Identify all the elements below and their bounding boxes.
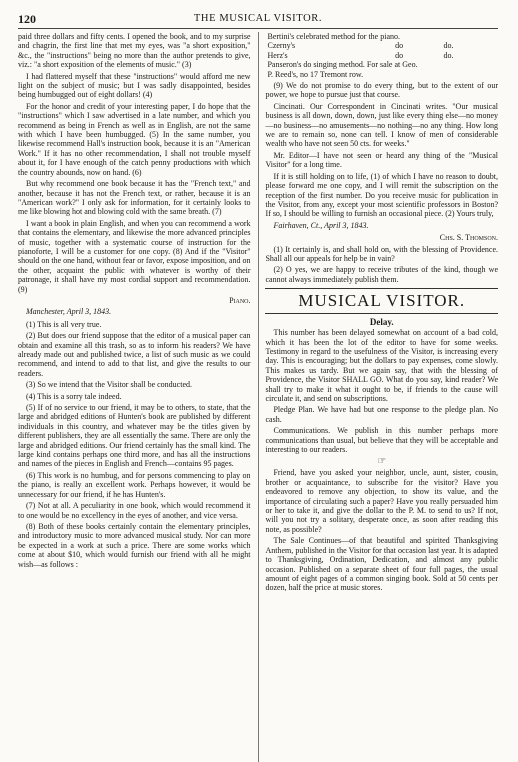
sale-paragraph: The Sale Continues—of that beautiful and spirited Thanksgiving Anthem, published in the Visitor for that occasion last year. It is adapted to Thanksgiving, Ordination, Dedication, and almost any public occasion. Published on a separate sheet of four full pages, the usual amount of eight pages of a common singing book. Sold at 50 cents per dozen, half the price at music stores. xyxy=(265,536,498,593)
editor-note: (8) Both of these books certainly contain the elementary principles, and introductory music to more advanced musical study. Nor can more be expected in a work at such a price. There are some works which come at about $10, which would furnish our friend with all he might wish—as follows : xyxy=(18,521,251,569)
editor-note: (1) This is all very true. xyxy=(26,319,102,329)
editor-note: (2) But does our friend suppose that the editor of a musical paper can obtain and examine all this trash, so as to inform his readers? We have already made out and published twice, a list of such music as we could recommend, and intend to add to that list, and give the results to our readers. xyxy=(18,331,251,378)
masthead: MUSICAL VISITOR. xyxy=(265,288,498,314)
method-list xyxy=(265,32,498,79)
columns xyxy=(18,32,498,762)
pledge-item: Pledge Plan. We have had but one response to the pledge plan. No cash. xyxy=(265,405,498,424)
editor-note: (7) Not at all. A peculiarity in one book, which would recommend it to one would be no excellency in the eyes of another, and vice versa. xyxy=(18,501,251,520)
friend-paragraph: Friend, have you asked your neighbor, uncle, aunt, sister, cousin, brother or acquaintance, to subscribe for the visitor? Have you endeavored to remove any objection, to show its value, and the importance of circulating such a paper? Have you really persuaded him or her to take it, and give the dollar to the P. M. to send to us? If not, will you not try a solitary, desperate once, as soon after reading this note, as possible? xyxy=(265,468,498,534)
editor-note: (5) If of no service to our friend, it may be to others, to state, that the large and abridged editions of Hunten's book are published by different individuals in this country, and whatever may be the titles given by different publishers, they are all essentially the same. There are only the large and abridged editions. Our friend certainly has the small kind. The large kind contains perhaps one third more, and has all the instructions and names of the pieces in English and French—contains 95 pages. xyxy=(18,403,251,469)
table-row: Herz's do do. xyxy=(267,50,454,60)
editor-note: (4) This is a sorry tale indeed. xyxy=(26,391,122,401)
page-number: 120 xyxy=(18,12,36,26)
editor-note: (6) This work is no humbug, and for persons commencing to play on the piano, is really an excellent work. Perhaps however, it would be unnecessary for our friend, if he has Hunten's. xyxy=(18,470,251,499)
editor-note: (2) O yes, we are happy to receive tributes of the kind, though we cannot always immediately publish them. xyxy=(265,265,498,284)
letter-paragraph: I want a book in plain English, and when you can recommend a work that contains the elementary, and likewise the more advanced principles of music, together with a systematic course of instruction for the pianoforte, I will be a customer for one copy. (8) And if the "Visitor" should on the one hand, without fear or favor, expose imposition, and on the other, acquaint the public with whatever is worthy of their patronage, it shall have my most cordial support and recommendation. (9) xyxy=(18,218,251,294)
table-row: P. Reed's, no 17 Tremont row. xyxy=(267,69,364,79)
editor-note: (3) So we intend that the Visitor shall be conducted. xyxy=(26,380,193,390)
table-row: Czerny's do do. xyxy=(267,41,454,51)
letter-signature: Chs. S. Thomson. xyxy=(439,233,498,243)
communications-item: Communications. We publish in this number perhaps more communications than usual, but believe that they will be acceptable and interesting to our readers. xyxy=(265,426,498,455)
right-column xyxy=(265,32,498,762)
left-column xyxy=(18,32,251,762)
letter-paragraph: I had flattered myself that these "instructions" would afford me new light on the subject of music; but I was sadly disappointed, besides being humbugged out of eight dollars! (4) xyxy=(18,71,251,100)
pointing-hand-icon: ☞ xyxy=(377,456,387,468)
letter-paragraph: For the honor and credit of your interesting paper, I do hope that the "instructions" which I saw advertised in a late number, and which you recommend as being in French as well as in English, are not the same with which I have been humbugged. (5) In the same number, you likewise recommend Hall's instruction book, because it is an "American Work." If it has no other recommendation, I shall not trouble myself about it, for I have enough of the catch penny productions with which the country abounds, now on hand. (6) xyxy=(18,101,251,177)
letter-place-date: Manchester, April 3, 1843. xyxy=(26,307,112,317)
editor-note: (1) It certainly is, and shall hold on, with the blessing of Providence. Shall all our appeals for help be in vain? xyxy=(265,244,498,263)
column-divider xyxy=(258,32,259,762)
letter-paragraph: Mr. Editor—I have not seen or heard any thing of the "Musical Visitor" for a long time. xyxy=(265,150,498,170)
delay-paragraph: This number has been delayed somewhat on account of a bad cold, which it has been the lot of the editor to have for some weeks. Testimony in regard to the usefulness of the Visitor, is increasing every day. This is encouraging; but the dollars to pay expenses, come slowly. This makes us tardy. But we again say, that with the blessing of Providence, the Visitor SHALL GO. What do you say, kind reader? We shall try to make it what it ought to be, if friends to the cause will circulate it, and send on subscriptions. xyxy=(265,328,498,403)
running-title: THE MUSICAL VISITOR. xyxy=(193,13,323,24)
letter-paragraph: paid three dollars and fifty cents. I opened the book, and to my surprise and chagrin, the first line that met my eyes, was "a short exposition," &c., the "instructions" being no more than the author pretends to give, viz.: "a short exposition of the elements of music." (3) xyxy=(18,32,251,70)
page-header xyxy=(18,10,498,29)
letter-paragraph: But why recommend one book because it has the "French text," and another, because it has not the French text, or rather, because it is an "American work?" I only ask for information, for it certainly looks to me like blowing hot and blowing cold with the same breath. (7) xyxy=(18,179,251,217)
letter-signature: Piano. xyxy=(229,295,251,305)
section-heading: Delay. xyxy=(369,317,394,328)
letter-paragraph: If it is still holding on to life, (1) of which I have no reason to doubt, please forward me one copy, and I will remit the subscription on the reception of the first number. Do you receive music for publication in the Visitor, from any, except your most scientific professors in Boston? If so, I should be willing to furnish an occasional piece. (2) Yours truly, xyxy=(265,171,498,219)
table-row: Panseron's do singing method. For sale at Geo. xyxy=(267,60,418,70)
table-row: Bertini's celebrated method for the piano. xyxy=(267,32,400,41)
cincinati-item: Cincinati. Our Correspondent in Cincinati writes. "Our musical business is all down, down, down, just like every thing else—no money—no business—no amusements—no nothing—no any thing. How long we are to remain so, none can tell. I know of men of considerable wealth who have not seen 50 cts. for weeks." xyxy=(265,101,498,149)
letter-place-date: Fairhaven, Ct., April 3, 1843. xyxy=(273,220,369,230)
editor-note: (9) We do not promise to do every thing, but to the extent of our power, we hope to pursue just that course. xyxy=(265,81,498,100)
